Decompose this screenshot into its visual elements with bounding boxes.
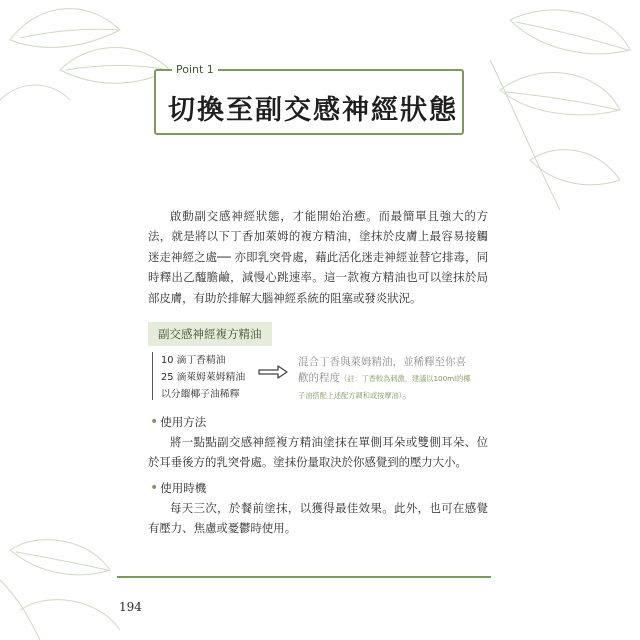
- footer-rule: [117, 576, 491, 578]
- page-number: 194: [119, 600, 142, 614]
- timing-text: 每天三次，於餐前塗抹，以獲得最佳效果。此外，也可在感覺有壓力、焦慮或憂鬱時使用。: [148, 501, 488, 536]
- ingredient-item: 25 滴萊姆萊姆精油: [161, 372, 246, 383]
- recipe-instruction: [298, 354, 476, 404]
- arrow-right-icon: [258, 365, 288, 379]
- ingredient-item: 以分餾椰子油稀釋: [161, 389, 240, 400]
- instruction-end: 。: [402, 389, 413, 401]
- instruction-note: （註：丁香較為刺激，建議以100ml的椰子油搭配上述配方調和或按摩油）: [298, 374, 471, 400]
- usage-heading: [150, 414, 206, 430]
- recipe-tag: 副交感神經複方精油: [148, 322, 272, 346]
- leaf-decoration-bottom-left-icon: [0, 520, 150, 640]
- ingredient-item: 10 滴丁香精油: [161, 355, 226, 366]
- instruction-text: 混合丁香與萊姆精油，並稀釋至你喜歡的程度: [298, 356, 466, 384]
- timing-heading: [150, 480, 206, 496]
- point-label: Point 1: [172, 63, 218, 76]
- point-title: 切換至副交感神經狀態: [168, 95, 458, 126]
- usage-text: 將一點點副交感神經複方精油塗抹在單側耳朵或雙側耳朵、位於耳垂後方的乳突骨處。塗抹份量取決於你感覺到的壓力大小。: [148, 435, 488, 470]
- ingredient-list: [152, 352, 253, 400]
- usage-heading-label: 使用方法: [160, 415, 207, 429]
- leaf-decoration-top-right-icon: [470, 0, 640, 220]
- intro-paragraph: 啟動副交感神經狀態，才能開始治癒。而最簡單且強大的方法，就是將以下丁香加萊姆的複方精油，塗抹於皮膚上最容易接觸迷走神經之處── 亦即乳突骨處，藉此活化迷走神經並替它排毒，同時釋出乙醯膽鹼，減慢心跳速率。這一款複方精油也可以塗抹於局部皮膚，有助於排解大腦神經系統的阻塞或發炎狀況。: [148, 209, 488, 305]
- bullet-dot-icon: •: [150, 480, 159, 496]
- timing-heading-label: 使用時機: [160, 481, 207, 495]
- bullet-dot-icon: •: [150, 414, 159, 430]
